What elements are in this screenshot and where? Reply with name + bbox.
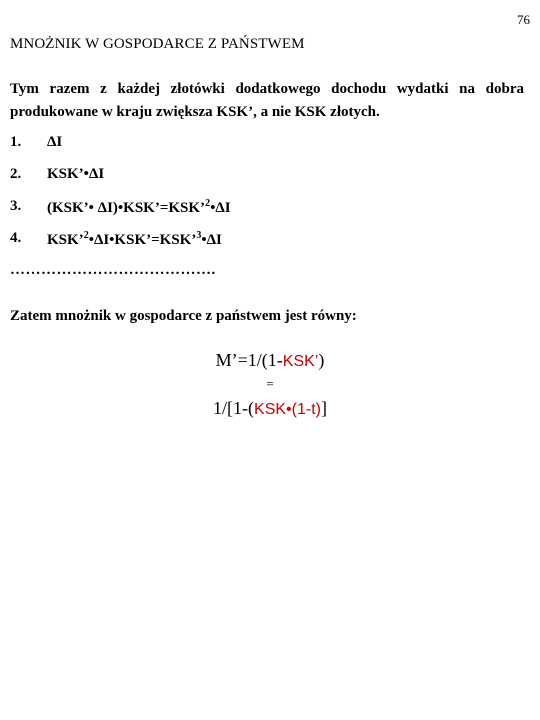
formula-prefix: M’=1/(1- bbox=[215, 350, 283, 370]
intro-paragraph: Tym razem z każdej złotówki dodatkowego dochodu wydatki na dobra produkowane w kraju zwiększa KSK’, a nie KSK złotych. bbox=[10, 81, 524, 120]
formula-highlight: KSK’ bbox=[282, 353, 319, 370]
step-number: 2. bbox=[10, 166, 22, 182]
step-expression: KSK’$^2$•ΔI•KSK’=KSK’$^3$•ΔI bbox=[47, 230, 222, 248]
formula-suffix: ] bbox=[320, 398, 327, 418]
step-expression: (KSK’• ΔI)•KSK’=KSK’$^2$•ΔI bbox=[47, 198, 231, 216]
expanded-formula bbox=[0, 398, 540, 419]
exponent: 2 bbox=[83, 230, 89, 241]
page-number: 76 bbox=[517, 12, 530, 27]
step-expression: KSK’•ΔI bbox=[47, 166, 105, 182]
equals-sign: = bbox=[266, 376, 274, 391]
formula-suffix: ) bbox=[318, 350, 325, 370]
conclusion-text: Zatem mnożnik w gospodarce z państwem jest równy: bbox=[10, 308, 357, 324]
exponent: 2 bbox=[205, 198, 211, 209]
multiplier-formula bbox=[0, 350, 540, 371]
formula-highlight: KSK•(1-t) bbox=[254, 401, 321, 418]
step-expression: ΔI bbox=[47, 134, 63, 150]
step-number: 4. bbox=[10, 230, 22, 246]
ellipsis-line: …………………………………. bbox=[10, 262, 216, 278]
page-title: MNOŻNIK W GOSPODARCE Z PAŃSTWEM bbox=[10, 36, 305, 52]
step-number: 3. bbox=[10, 198, 22, 214]
step-number: 1. bbox=[10, 134, 22, 150]
exponent: 3 bbox=[196, 230, 202, 241]
formula-prefix: 1/[1-( bbox=[213, 398, 255, 418]
